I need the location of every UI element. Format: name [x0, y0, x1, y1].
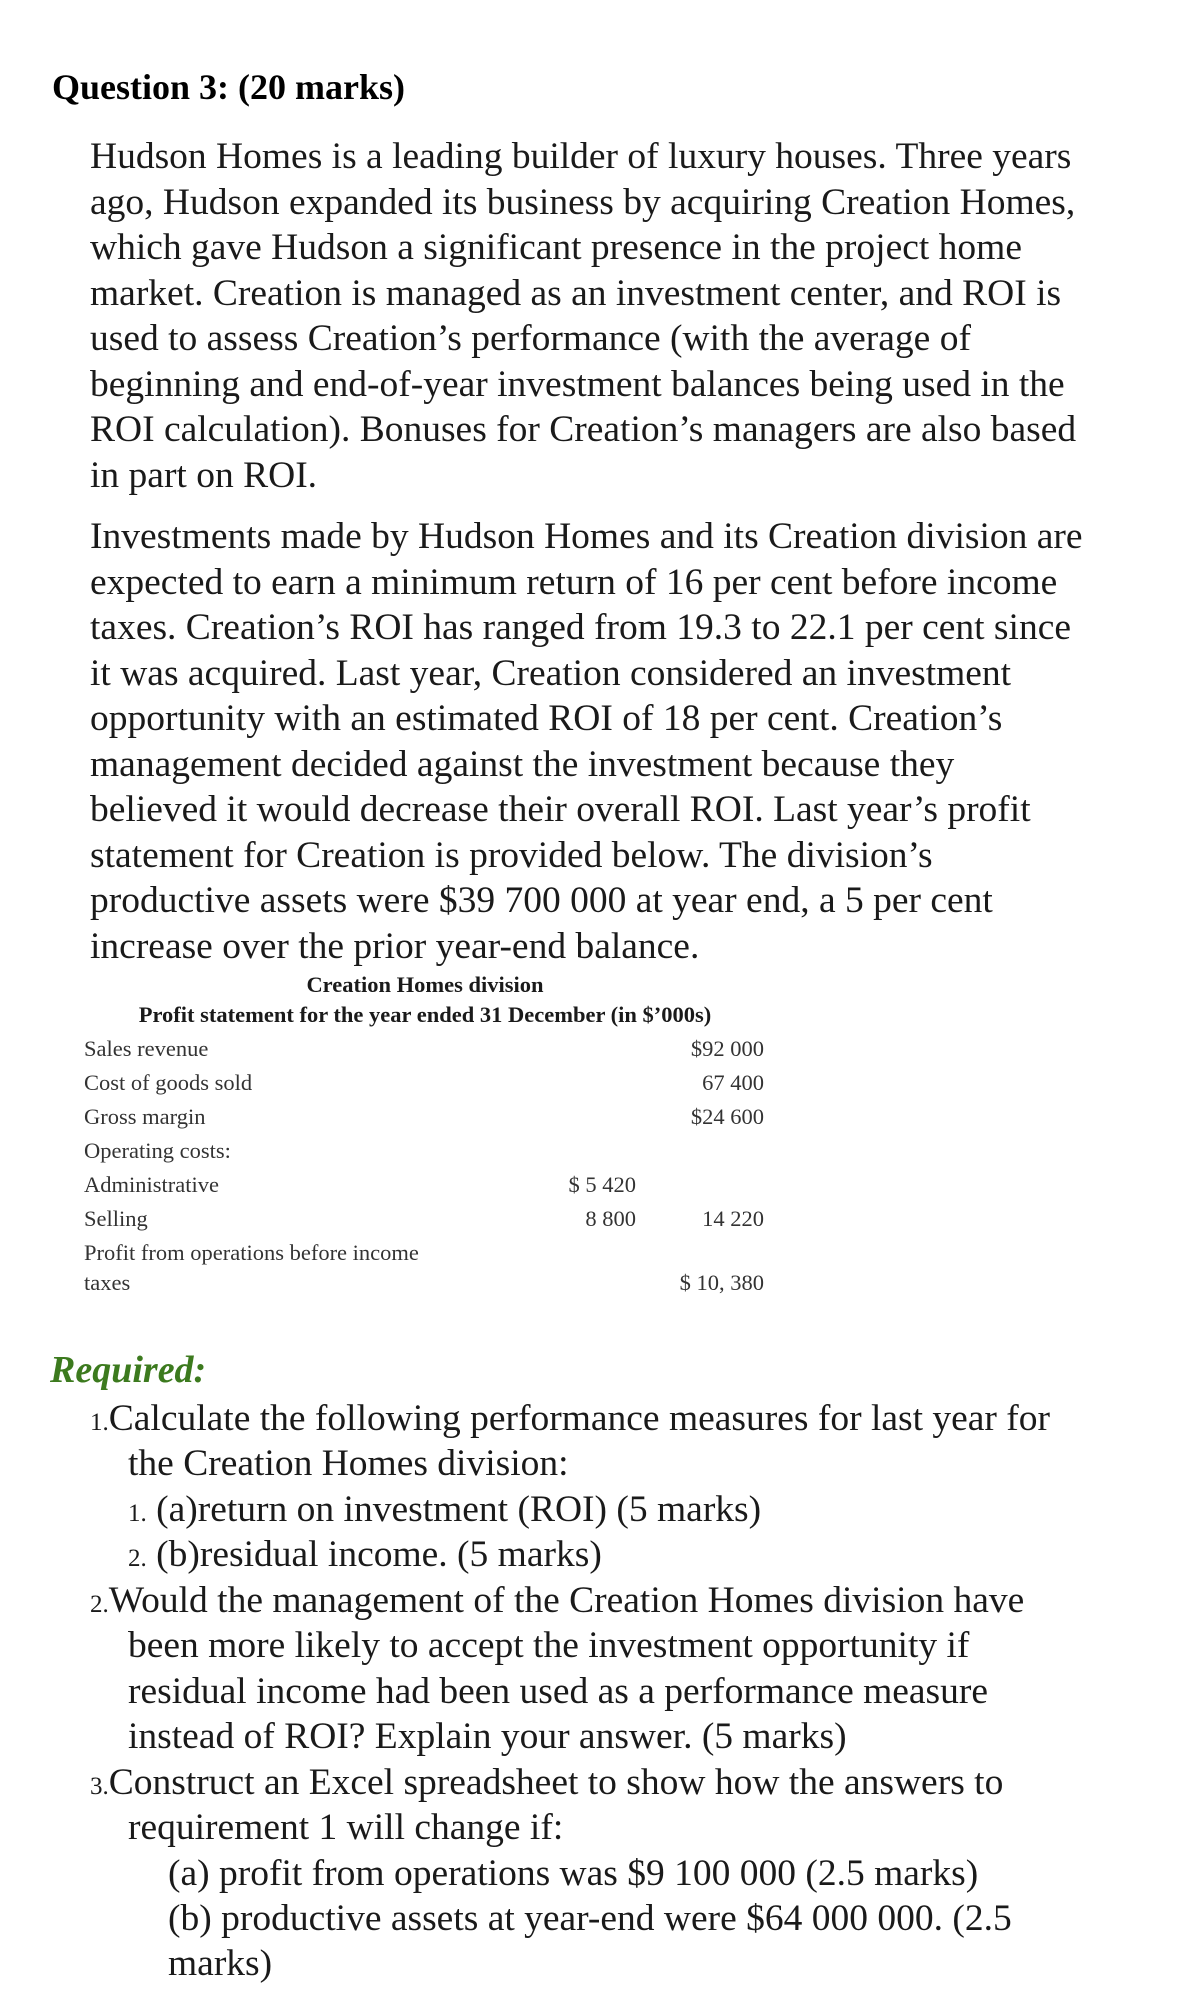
paragraph-line: beginning and end-of-year investment balances being used in the — [90, 363, 1065, 405]
question-title: Question 3: (20 marks) — [52, 67, 405, 107]
paragraph-line: Investments made by Hudson Homes and its Creation division are — [90, 516, 1083, 557]
item-number: 2. — [128, 1545, 147, 1572]
paragraph-line: productive assets were $39 700 000 at year end, a 5 per cent — [90, 880, 993, 921]
item-text: the Creation Homes division: — [128, 1443, 569, 1484]
list-item — [90, 1578, 1024, 1628]
paragraph-line: statement for Creation is provided below. The division’s — [90, 834, 933, 876]
statement-amount: $92 000 — [690, 1036, 764, 1061]
item-text: been more likely to accept the investment opportunity if — [128, 1625, 970, 1666]
statement-label: Sales revenue — [84, 1036, 209, 1061]
item-text: Construct an Excel spreadsheet to show how the answers to — [108, 1762, 1004, 1803]
paragraph-line: taxes. Creation’s ROI has ranged from 19.3 to 22.1 per cent since — [90, 607, 1071, 648]
sub-item — [128, 1487, 761, 1537]
sub-item: (a) profit from operations was $9 100 000 (2.5 marks) — [168, 1853, 979, 1894]
statement-amount: $24 600 — [690, 1104, 764, 1129]
paragraph-line: ago, Hudson expanded its business by acquiring Creation Homes, — [90, 181, 1076, 223]
item-text: requirement 1 will change if: — [128, 1807, 564, 1848]
statement-label: Administrative — [84, 1172, 219, 1197]
sub-item: marks) — [168, 1943, 273, 1984]
statement-amount: 8 800 — [585, 1206, 636, 1231]
item-text: (a)return on investment (ROI) (5 marks) — [156, 1489, 762, 1530]
paragraph-line: believed it would decrease their overall ROI. Last year’s profit — [90, 789, 1031, 830]
item-number: 2. — [90, 1591, 109, 1618]
statement-title: Creation Homes division — [306, 972, 544, 997]
statement-label: Cost of goods sold — [84, 1070, 253, 1095]
context-paragraph — [90, 514, 1130, 969]
list-item — [90, 1760, 1003, 1810]
paragraph-line: increase over the prior year-end balance. — [90, 925, 700, 967]
statement-amount: 67 400 — [702, 1070, 764, 1095]
paragraph-line: it was acquired. Last year, Creation considered an investment — [90, 652, 1012, 694]
sub-item: (b) productive assets at year-end were $64 000 000. (2.5 — [168, 1898, 1012, 1939]
paragraph-line: which gave Hudson a significant presence in the project home — [90, 227, 1022, 268]
paragraph-line: in part on ROI. — [90, 454, 318, 496]
paragraph-line: market. Creation is managed as an investment center, and ROI is — [90, 272, 1062, 314]
item-number: 3. — [90, 1773, 109, 1800]
statement-amount: $ 5 420 — [568, 1172, 636, 1197]
paragraph-line: management decided against the investment because they — [90, 743, 955, 785]
statement-label: taxes — [84, 1270, 131, 1295]
item-text: Would the management of the Creation Homes division have — [108, 1580, 1025, 1621]
item-text: (b)residual income. (5 marks) — [156, 1534, 602, 1575]
statement-amount: $ 10, 380 — [679, 1270, 764, 1295]
required-heading: Required: — [50, 1349, 207, 1391]
statement-subtitle: Profit statement for the year ended 31 December (in $’000s) — [138, 1002, 712, 1027]
item-number: 1. — [90, 1409, 109, 1436]
paragraph-line: Hudson Homes is a leading builder of luxury houses. Three years — [90, 136, 1072, 177]
intro-paragraph — [90, 134, 1130, 498]
paragraph-line: ROI calculation). Bonuses for Creation’s managers are also based — [90, 409, 1077, 450]
item-number: 1. — [128, 1500, 147, 1527]
item-text: instead of ROI? Explain your answer. (5 marks) — [128, 1716, 847, 1757]
sub-item — [128, 1532, 602, 1582]
item-text: residual income had been used as a performance measure — [128, 1671, 989, 1712]
statement-label: Operating costs: — [84, 1138, 231, 1163]
item-text: Calculate the following performance measures for last year for — [108, 1398, 1051, 1439]
paragraph-line: used to assess Creation’s performance (with the average of — [90, 318, 971, 359]
statement-amount: 14 220 — [702, 1206, 764, 1231]
list-item — [90, 1396, 1050, 1446]
paragraph-line: expected to earn a minimum return of 16 per cent before income — [90, 561, 1058, 603]
statement-label: Gross margin — [84, 1104, 206, 1129]
paragraph-line: opportunity with an estimated ROI of 18 per cent. Creation’s — [90, 698, 1003, 739]
statement-label: Profit from operations before income — [84, 1240, 419, 1265]
statement-label: Selling — [84, 1206, 148, 1231]
